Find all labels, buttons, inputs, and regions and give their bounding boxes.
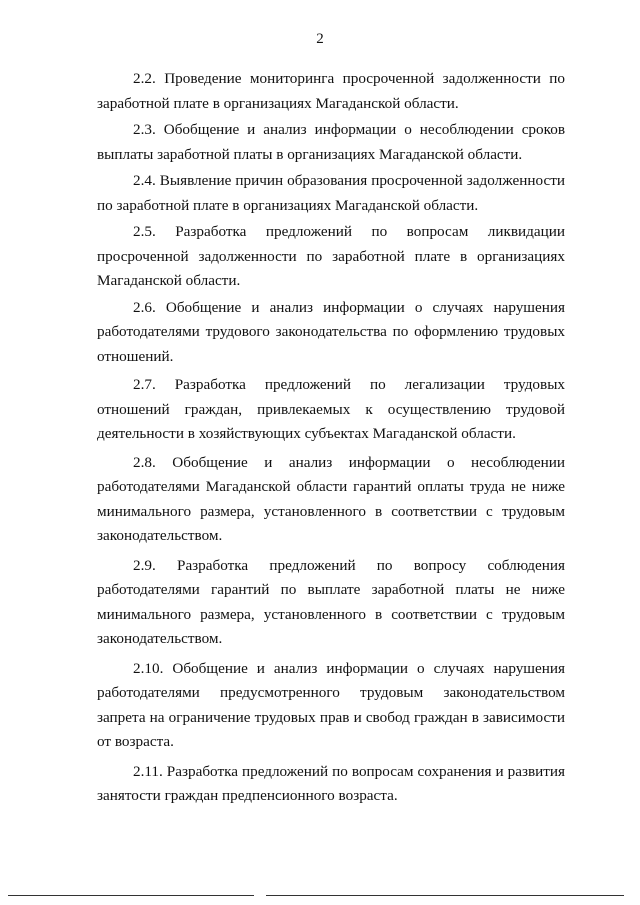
paragraph-2-2: 2.2. Проведение мониторинга просроченной задолженности по заработной плате в организациях Магаданской области.	[97, 70, 565, 112]
paragraph-2-9: 2.9. Разработка предложений по вопросу соблюдения работодателями гарантий по выплате заработной платы не ниже минимального размера, установленного в соответствии с трудовым законодательством.	[97, 556, 565, 647]
footer-divider	[8, 895, 254, 896]
paragraph-2-3: 2.3. Обобщение и анализ информации о несоблюдении сроков выплаты заработной платы в организациях Магаданской области.	[97, 121, 565, 163]
paragraph-2-7: 2.7. Разработка предложений по легализации трудовых отношений граждан, привлекаемых к осуществлению трудовой деятельности в хозяйствующих субъектах Магаданской области.	[97, 376, 565, 442]
footer-divider	[266, 895, 624, 896]
page-number: 2	[316, 31, 324, 47]
paragraph-2-8: 2.8. Обобщение и анализ информации о несоблюдении работодателями Магаданской области гарантий оплаты труда не ниже минимального размера, установленного в соответствии с трудовым законодательством.	[97, 453, 565, 544]
paragraph-2-5: 2.5. Разработка предложений по вопросам ликвидации просроченной задолженности по заработной плате в организациях Магаданской области.	[97, 223, 565, 289]
paragraph-2-10: 2.10. Обобщение и анализ информации о случаях нарушения работодателями предусмотренного трудовым законодательством запрета на ограничение трудовых прав и свобод граждан в зависимости от возраста.	[97, 659, 565, 750]
paragraph-2-11: 2.11. Разработка предложений по вопросам сохранения и развития занятости граждан предпенсионного возраста.	[97, 762, 565, 804]
paragraph-2-4: 2.4. Выявление причин образования просроченной задолженности по заработной плате в организациях Магаданской области.	[97, 172, 565, 214]
paragraph-2-6: 2.6. Обобщение и анализ информации о случаях нарушения работодателями трудового законодательства по оформлению трудовых отношений.	[97, 298, 565, 365]
document-body	[97, 67, 565, 809]
